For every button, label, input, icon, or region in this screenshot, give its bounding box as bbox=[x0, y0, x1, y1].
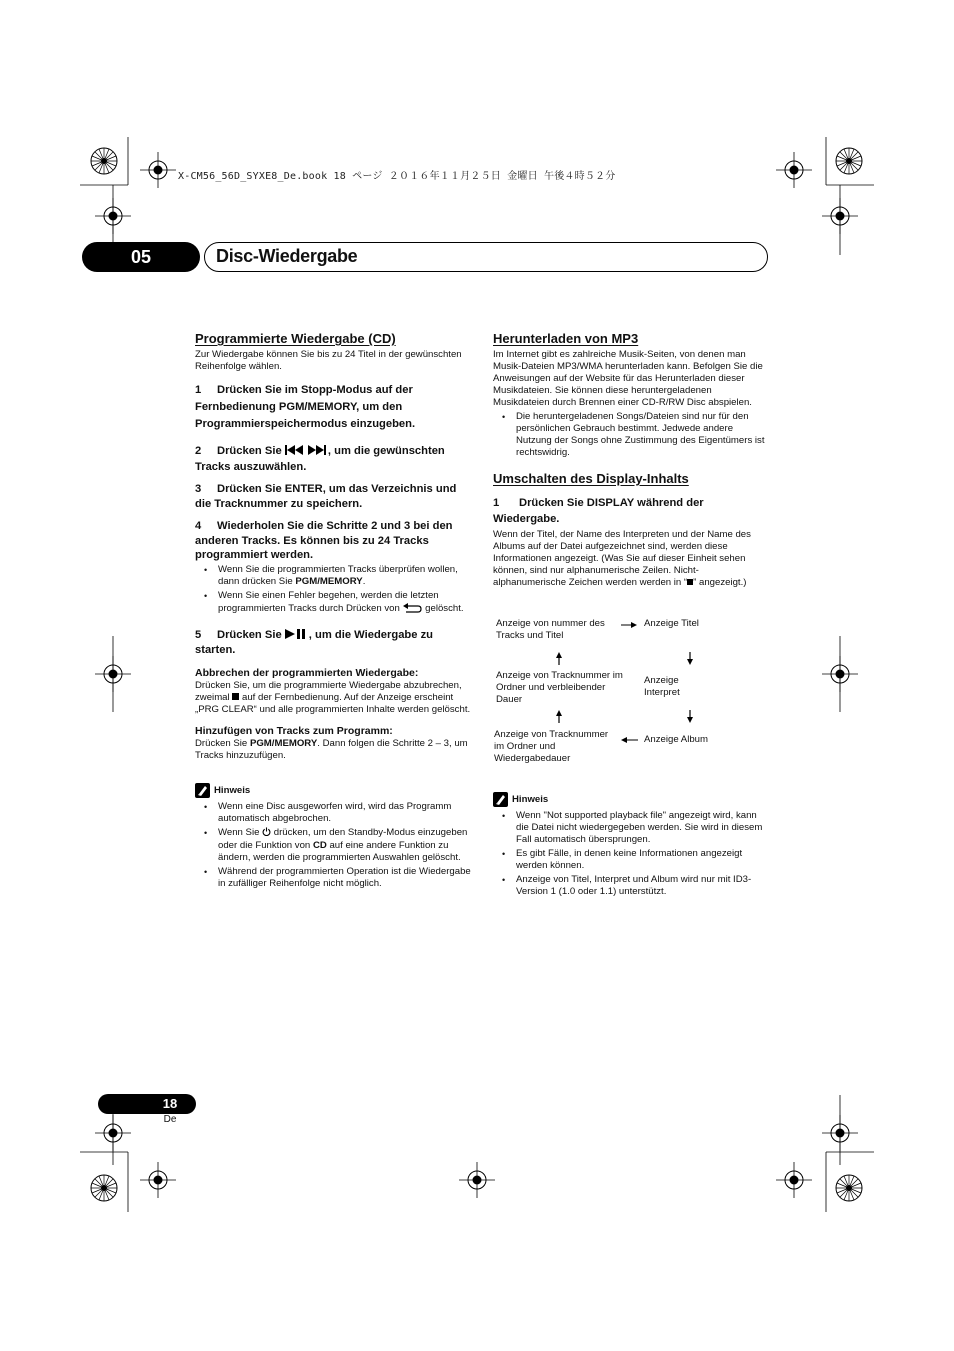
stop-icon bbox=[232, 693, 239, 700]
list-item: • Die heruntergeladenen Songs/Dateien sind nur für den persönlichen Gebrauch bestimmt. Jedwede andere Nutzung der Songs ohne Zustimmung des Eigentümers ist rechtswidrig. bbox=[493, 411, 769, 459]
play-pause-icon bbox=[285, 629, 309, 644]
display-text: Wenn der Titel, der Name des Interpreten und der Name des Albums auf der Datei aufgezeichnet sind, werden diese Informationen angezeigt. (Was Sie auf dieser Einheit sehen können, sind nur alphanumerische Zeilen. Nicht-alphanumerische Zeichen werden werden in “ ” angezeigt.) bbox=[493, 529, 751, 588]
arrow-left-icon bbox=[621, 737, 638, 743]
skip-forward-icon bbox=[308, 445, 328, 460]
note-heading: Hinweis bbox=[195, 783, 471, 798]
cancel-heading: Abbrechen der programmierten Wiedergabe: bbox=[195, 666, 419, 679]
flow-arrows bbox=[480, 610, 740, 760]
arrow-down-icon bbox=[687, 652, 693, 665]
step-1-text: Drücken Sie im Stopp-Modus auf der Fernbedienung PGM/MEMORY, um den Programmierspeichermodus einzugeben. bbox=[195, 384, 416, 430]
list-item: • Wenn Sie drücken, um den Standby-Modus einzugeben oder die Funktion von CD auf eine andere Funktion zu ändern, werden die programmierten Auswahlen gelöscht. bbox=[195, 827, 471, 864]
flow-track-title: Anzeige von nummer des Tracks und Titel bbox=[496, 618, 605, 641]
add-heading: Hinzufügen von Tracks zum Programm: bbox=[195, 724, 393, 737]
list-item: • Anzeige von Titel, Interpret und Album wird nur mit ID3-Version 1 (1.0 oder 1.1) unterstützt. bbox=[493, 874, 769, 898]
list-item: • Während der programmierten Operation ist die Wiedergabe in zufälliger Reihenfolge nicht möglich. bbox=[195, 866, 471, 890]
section-heading-mp3: Herunterladen von MP3 bbox=[493, 331, 639, 346]
arrow-up-icon bbox=[556, 710, 562, 723]
mp3-bullets bbox=[493, 411, 769, 459]
mp3-text: Im Internet gibt es zahlreiche Musik-Seiten, von denen man Musik-Dateien MP3/WMA herunterladen kann. Befolgen Sie die Anweisungen auf der Website für das Herunterladen dieser Musikdateien. Sie können diese heruntergeladenen Musikdateien durch Brennen einer CD-R/RW Disc abspielen. bbox=[493, 349, 763, 408]
right-note bbox=[493, 792, 769, 898]
arrow-up-icon bbox=[556, 652, 562, 665]
flow-album: Anzeige Album bbox=[644, 734, 708, 745]
step-4: 4 Wiederholen Sie die Schritte 2 und 3 bei den anderen Tracks. Es können bis zu 24 Tracks programmiert werden. bbox=[195, 520, 453, 561]
flow-artist: Anzeige Interpret bbox=[644, 675, 680, 698]
book-header: X-CM56_56D_SYXE8_De.book 18 ページ ２０１６年１１月２５日 金曜日 午後４時５２分 bbox=[178, 171, 616, 182]
list-item: • Wenn eine Disc ausgeworfen wird, wird das Programm automatisch abgebrochen. bbox=[195, 801, 471, 825]
note-pencil-icon bbox=[195, 783, 210, 798]
note-list bbox=[195, 801, 471, 890]
step-5: 5 Drücken Sie , um die Wiedergabe zu starten. bbox=[195, 628, 434, 656]
step-1: 1 Drücken Sie im Stopp-Modus auf der Fernbedienung PGM/MEMORY, um den Programmierspeichermodus einzugeben. bbox=[195, 384, 416, 430]
flow-track-remaining: Anzeige von Tracknummer im Ordner und verbleibender Dauer bbox=[496, 670, 623, 705]
flow-title: Anzeige Titel bbox=[644, 618, 699, 629]
chapter-title: Disc-Wiedergabe bbox=[216, 246, 358, 266]
left-column bbox=[195, 330, 471, 890]
page-number: 18 bbox=[162, 1096, 178, 1111]
note-pencil-icon bbox=[493, 792, 508, 807]
step-4-bullets bbox=[195, 564, 471, 618]
list-item: • Wenn Sie die programmierten Tracks überprüfen wollen, dann drücken Sie PGM/MEMORY. bbox=[195, 564, 471, 588]
list-item: • Es gibt Fälle, in denen keine Informationen angezeigt werden können. bbox=[493, 848, 769, 872]
power-icon bbox=[262, 827, 271, 840]
page-language: De bbox=[163, 1114, 177, 1125]
intro-text: Zur Wiedergabe können Sie bis zu 24 Titel in der gewünschten Reihenfolge wählen. bbox=[195, 349, 462, 372]
arrow-right-icon bbox=[621, 622, 637, 628]
step-2: 2 Drücken Sie , um die gewünschten Tracks auszuwählen. bbox=[195, 445, 445, 473]
chapter-number: 05 bbox=[82, 242, 200, 272]
cancel-text: Drücken Sie, um die programmierte Wiedergabe abzubrechen, zweimal auf der Fernbedienung. Auf der Anzeige erscheint „PRG CLEAR“ und alle programmierten Inhalte werden gelöscht. bbox=[195, 679, 471, 715]
right-column bbox=[493, 330, 769, 589]
section-heading-programmed-playback: Programmierte Wiedergabe (CD) bbox=[195, 331, 396, 346]
step-3: 3 Drücken Sie ENTER, um das Verzeichnis und die Tracknummer zu speichern. bbox=[195, 483, 457, 510]
section-heading-display: Umschalten des Display-Inhalts bbox=[493, 471, 689, 486]
add-text: Drücken Sie PGM/MEMORY. Dann folgen die Schritte 2 – 3, um Tracks hinzuzufügen. bbox=[195, 737, 468, 761]
note-heading: Hinweis bbox=[493, 792, 769, 807]
flow-track-elapsed: Anzeige von Tracknummer im Ordner und Wiedergabedauer bbox=[494, 729, 609, 764]
list-item: • Wenn "Not supported playback file" angezeigt wird, kann die Datei nicht wiedergegeben werden. Sie wird in diesem Fall automatisch übersprungen. bbox=[493, 810, 769, 846]
list-item: • Wenn Sie einen Fehler begehen, werden die letzten programmierten Tracks durch Drücken von gelöscht. bbox=[195, 590, 471, 618]
skip-back-icon bbox=[285, 445, 305, 460]
note-list bbox=[493, 810, 769, 898]
arrow-down-icon bbox=[687, 710, 693, 723]
return-icon bbox=[403, 602, 423, 618]
display-step-1: 1 Drücken Sie DISPLAY während der Wiedergabe. bbox=[493, 497, 704, 525]
